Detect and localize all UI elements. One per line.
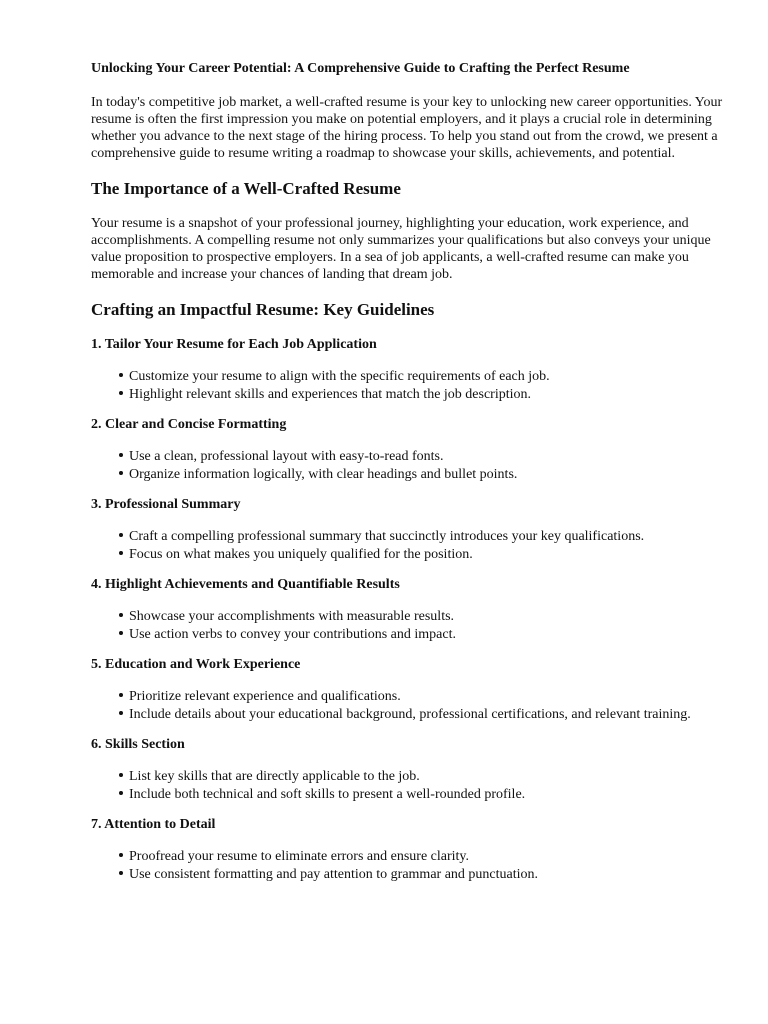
- guideline-title: 2. Clear and Concise Formatting: [91, 417, 287, 432]
- list-item-text: Use a clean, professional layout with easy-to-read fonts.: [129, 449, 444, 464]
- list-item-text: Include both technical and soft skills to present a well-rounded profile.: [129, 786, 526, 802]
- guideline-section: [91, 656, 741, 723]
- list-item: [91, 848, 741, 866]
- bullet-icon: [119, 773, 123, 777]
- guideline-title: 1. Tailor Your Resume for Each Job Application: [91, 337, 377, 352]
- guideline-section: [91, 496, 741, 563]
- list-item: [91, 368, 741, 386]
- bullet-icon: [119, 453, 123, 457]
- guideline-title: 3. Professional Summary: [91, 497, 241, 512]
- importance-paragraph: Your resume is a snapshot of your professional journey, highlighting your education, work experience, and accomplishments. A compelling resume not only summarizes your qualifications but also conveys your unique value proposition to prospective employers. In a sea of job applicants, a well-crafted resume can make you memorable and increase your chances of landing that dream job.: [91, 216, 711, 282]
- guideline-section: [91, 336, 741, 403]
- list-item-text: Use action verbs to convey your contributions and impact.: [129, 626, 456, 642]
- guideline-section: [91, 736, 741, 803]
- bullet-list: [91, 768, 741, 803]
- list-item: [91, 626, 741, 644]
- bullet-icon: [119, 391, 123, 395]
- list-item: [91, 466, 741, 484]
- list-item-text: Highlight relevant skills and experiences that match the job description.: [129, 386, 532, 402]
- bullet-icon: [119, 551, 123, 555]
- bullet-list: [91, 528, 741, 563]
- guideline-title: 6. Skills Section: [91, 737, 185, 752]
- bullet-icon: [119, 853, 123, 857]
- list-item-text: Prioritize relevant experience and qualifications.: [129, 689, 401, 704]
- list-item-text: List key skills that are directly applicable to the job.: [129, 769, 420, 784]
- bullet-list: [91, 608, 741, 643]
- bullet-list: [91, 848, 741, 883]
- list-item-text: Organize information logically, with clear headings and bullet points.: [129, 466, 518, 482]
- guideline-title: 5. Education and Work Experience: [91, 657, 301, 672]
- list-item: [91, 706, 741, 724]
- list-item-text: Use consistent formatting and pay attention to grammar and punctuation.: [129, 866, 539, 882]
- guideline-section: [91, 816, 741, 883]
- list-item-text: Customize your resume to align with the specific requirements of each job.: [129, 369, 550, 384]
- list-item: [91, 786, 741, 804]
- document-title: Unlocking Your Career Potential: A Comprehensive Guide to Crafting the Perfect Resume: [91, 61, 630, 76]
- importance-heading: The Importance of a Well-Crafted Resume: [91, 179, 401, 198]
- bullet-icon: [119, 711, 123, 715]
- guideline-section: [91, 416, 741, 483]
- list-item: [91, 528, 741, 546]
- list-item-text: Proofread your resume to eliminate errors and ensure clarity.: [129, 849, 470, 864]
- guideline-title: 4. Highlight Achievements and Quantifiable Results: [91, 577, 400, 592]
- bullet-icon: [119, 533, 123, 537]
- guideline-section: [91, 576, 741, 643]
- bullet-icon: [119, 791, 123, 795]
- bullet-icon: [119, 631, 123, 635]
- bullet-icon: [119, 471, 123, 475]
- bullet-icon: [119, 373, 123, 377]
- list-item: [91, 688, 741, 706]
- document-page: [91, 60, 741, 896]
- list-item-text: Include details about your educational background, professional certifications, and relevant training.: [129, 706, 691, 722]
- list-item-text: Craft a compelling professional summary that succinctly introduces your key qualifications.: [129, 529, 645, 544]
- bullet-icon: [119, 871, 123, 875]
- list-item: [91, 546, 741, 564]
- list-item: [91, 608, 741, 626]
- list-item: [91, 768, 741, 786]
- bullet-list: [91, 448, 741, 483]
- bullet-list: [91, 688, 741, 723]
- guidelines-heading: Crafting an Impactful Resume: Key Guidelines: [91, 300, 435, 319]
- list-item: [91, 386, 741, 404]
- list-item-text: Showcase your accomplishments with measurable results.: [129, 609, 455, 624]
- intro-paragraph: In today's competitive job market, a well-crafted resume is your key to unlocking new career opportunities. Your resume is often the first impression you make on potential employers, and it plays a crucial role in determining whether you advance to the next stage of the hiring process. To help you stand out from the crowd, we present a comprehensive guide to resume writing a roadmap to showcase your skills, achievements, and potential.: [91, 95, 723, 161]
- bullet-list: [91, 368, 741, 403]
- bullet-icon: [119, 693, 123, 697]
- list-item-text: Focus on what makes you uniquely qualified for the position.: [129, 546, 473, 562]
- list-item: [91, 448, 741, 466]
- guideline-title: 7. Attention to Detail: [91, 817, 216, 832]
- list-item: [91, 866, 741, 884]
- bullet-icon: [119, 613, 123, 617]
